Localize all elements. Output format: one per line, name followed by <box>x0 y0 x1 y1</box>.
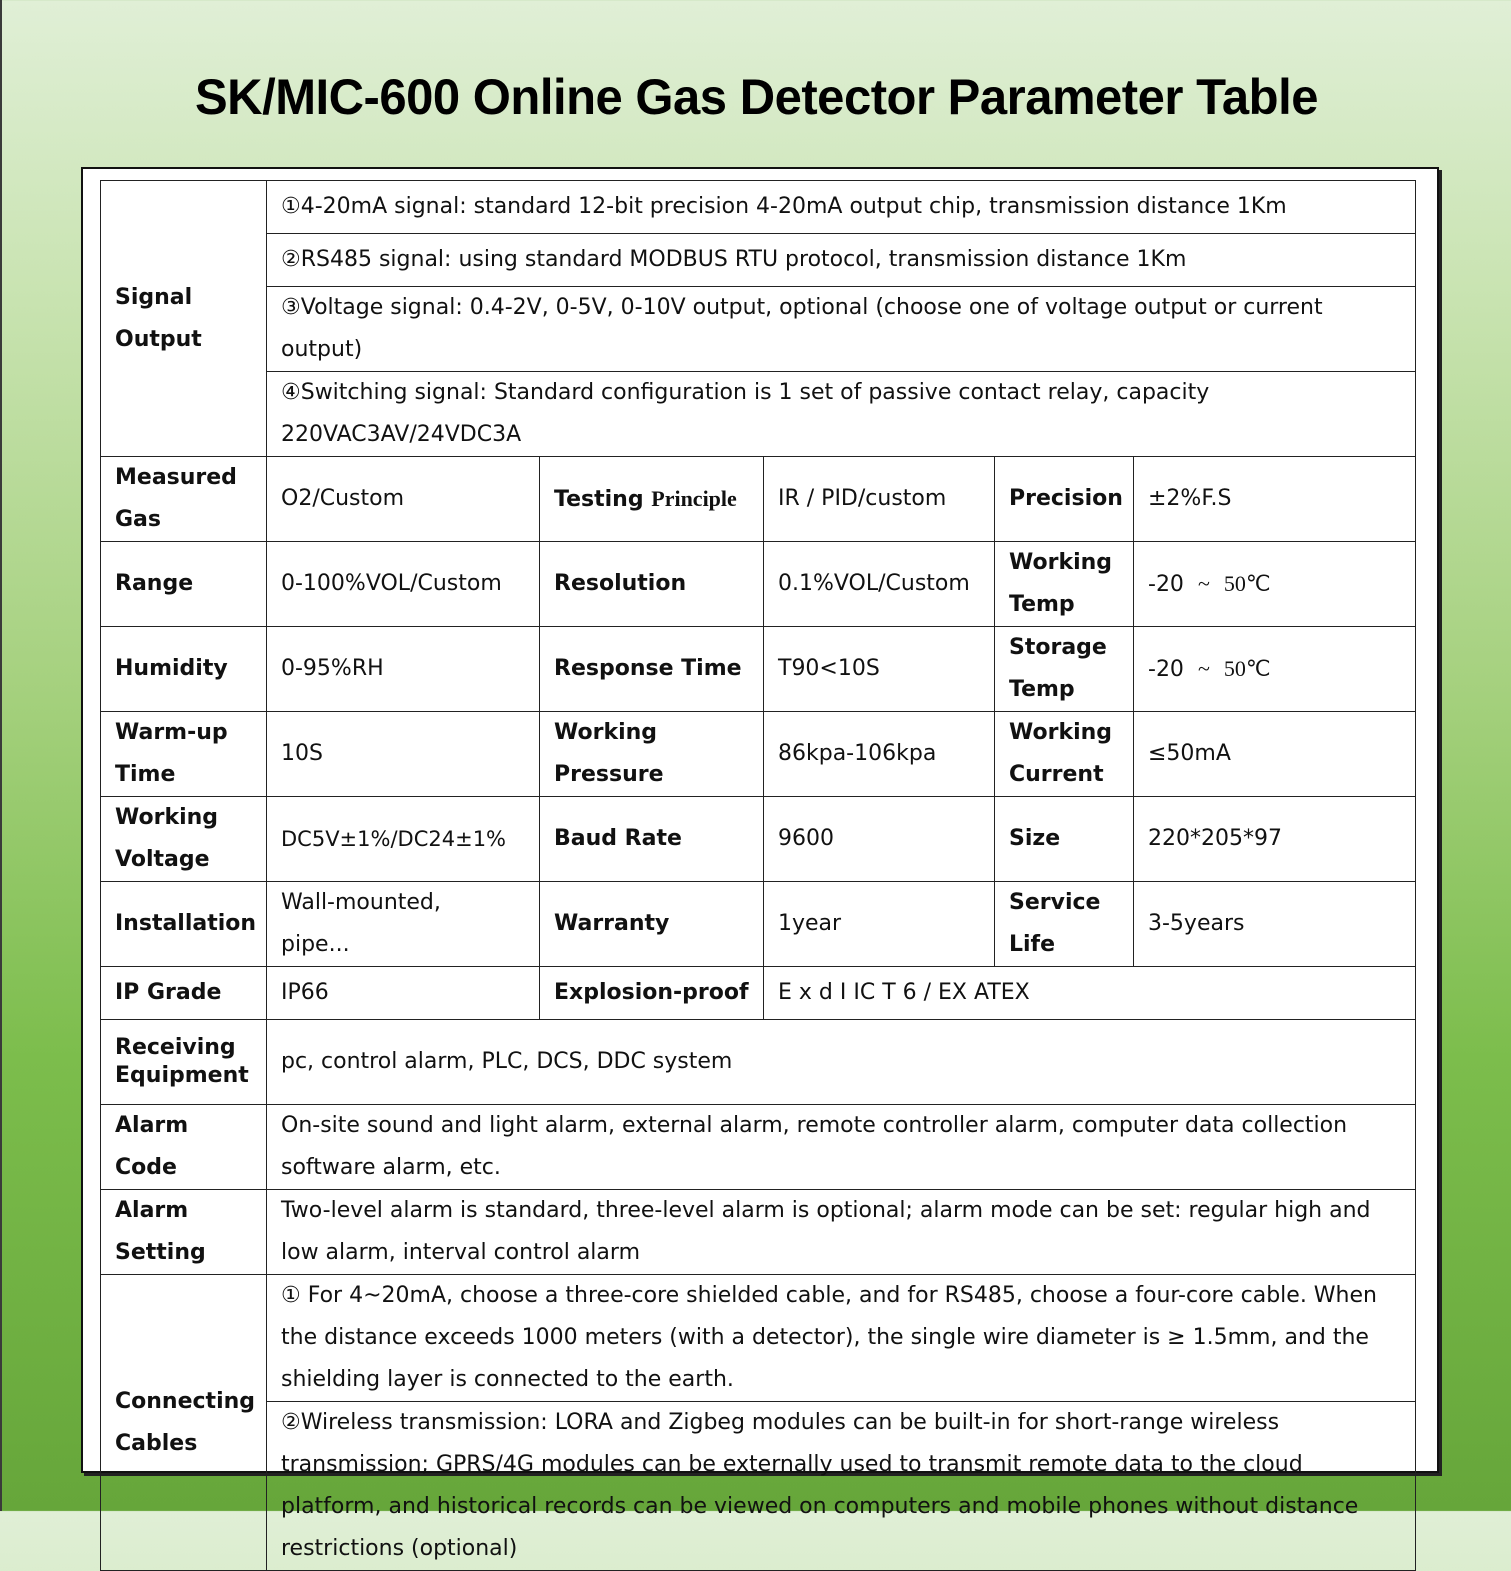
param-label-response-time: Response Time <box>540 627 764 712</box>
label-line: Time <box>115 762 176 787</box>
signal-output-label <box>101 181 267 457</box>
param-value-working-current: ≤50mA <box>1134 712 1416 797</box>
param-label-ip-grade: IP Grade <box>101 967 267 1020</box>
param-label-storage-temp <box>995 627 1134 712</box>
param-value-service-life: 3-5years <box>1134 882 1416 967</box>
param-value-alarm-setting: Two-level alarm is standard, three-level alarm is optional; alarm mode can be set: regular high and low alarm, interval control alarm <box>267 1190 1416 1275</box>
table-row <box>101 1020 1416 1105</box>
param-value-working-temp <box>1134 542 1416 627</box>
table-row <box>101 712 1416 797</box>
label-line: Signal <box>115 284 193 310</box>
label-line: Alarm <box>115 1113 189 1138</box>
table-row-connecting-cables <box>101 1275 1416 1402</box>
param-label-alarm-code <box>101 1105 267 1190</box>
param-value-humidity: 0-95%RH <box>267 627 540 712</box>
label-line: Measured <box>115 465 237 490</box>
cable-item: ① For 4~20mA, choose a three-core shielded cable, and for RS485, choose a four-core cable. When the distance exceeds 1000 meters (with a detector), the single wire diameter is ≥ 1.5mm, and the shielding layer is connected to the earth. <box>267 1275 1416 1402</box>
param-value-ip-grade: IP66 <box>267 967 540 1020</box>
page-title: SK/MIC-600 Online Gas Detector Parameter Table <box>194 69 1318 125</box>
table-row <box>101 372 1416 457</box>
label-line: Setting <box>115 1240 206 1265</box>
param-value-storage-temp <box>1134 627 1416 712</box>
value-part: -20 <box>1148 571 1184 597</box>
label-part: Principle <box>651 485 737 511</box>
signal-output-item: ④Switching signal: Standard configuration is 1 set of passive contact relay, capacity 220VAC3AV/24VDC3A <box>267 372 1416 457</box>
table-row <box>101 287 1416 372</box>
table-row <box>101 542 1416 627</box>
label-line: Receiving <box>115 1035 236 1060</box>
value-part: ~ <box>1197 655 1210 681</box>
table-row <box>101 457 1416 542</box>
table-row <box>101 1402 1416 1571</box>
param-label-connecting-cables <box>101 1275 267 1571</box>
label-line: Warm-up <box>115 720 228 745</box>
parameter-card <box>81 167 1439 1561</box>
label-line: Code <box>115 1155 177 1180</box>
param-label-precision: Precision <box>995 457 1134 542</box>
param-value-explosion-proof: E x d I IC T 6 / EX ATEX <box>764 967 1416 1020</box>
param-value-resolution: 0.1%VOL/Custom <box>764 542 995 627</box>
param-label-baud-rate: Baud Rate <box>540 797 764 882</box>
table-row <box>101 234 1416 287</box>
value-part: -20 <box>1148 656 1184 682</box>
param-value-testing-principle: IR / PID/custom <box>764 457 995 542</box>
table-row <box>101 882 1416 967</box>
param-label-testing-principle <box>540 457 764 542</box>
param-label-warranty: Warranty <box>540 882 764 967</box>
table-row-signal-output <box>101 181 1416 234</box>
table-row <box>101 797 1416 882</box>
label-line: Temp <box>1009 592 1075 617</box>
label-line: Connecting <box>115 1388 256 1414</box>
param-label-measured-gas <box>101 457 267 542</box>
param-label-resolution: Resolution <box>540 542 764 627</box>
param-value-warranty: 1year <box>764 882 995 967</box>
label-line: Alarm <box>115 1198 189 1223</box>
param-value-response-time: T90<10S <box>764 627 995 712</box>
param-label-warm-up-time <box>101 712 267 797</box>
value-part: 50℃ <box>1223 570 1271 596</box>
label-part: Testing <box>554 486 644 512</box>
param-label-working-pressure <box>540 712 764 797</box>
param-value-receiving-equipment: pc, control alarm, PLC, DCS, DDC system <box>267 1020 1416 1105</box>
label-line: Working <box>1009 720 1113 745</box>
param-label-alarm-setting <box>101 1190 267 1275</box>
label-line: Pressure <box>554 762 664 787</box>
label-line: Storage <box>1009 635 1107 660</box>
label-line: Working <box>554 720 658 745</box>
label-line: Temp <box>1009 677 1075 702</box>
value-part: 50℃ <box>1223 655 1271 681</box>
param-label-receiving-equipment <box>101 1020 267 1105</box>
param-value-working-voltage: DC5V±1%/DC24±1% <box>267 797 540 882</box>
param-value-warm-up-time: 10S <box>267 712 540 797</box>
value-line: pipe... <box>281 932 350 957</box>
label-line: Working <box>1009 550 1113 575</box>
label-line: Life <box>1009 932 1056 957</box>
signal-output-item: ①4-20mA signal: standard 12-bit precision 4-20mA output chip, transmission distance 1Km <box>267 181 1416 234</box>
table-row <box>101 1105 1416 1190</box>
param-value-size: 220*205*97 <box>1134 797 1416 882</box>
value-line: Wall-mounted, <box>281 890 441 915</box>
label-line: Voltage <box>115 847 210 872</box>
label-line: Current <box>1009 762 1104 787</box>
param-value-range: 0-100%VOL/Custom <box>267 542 540 627</box>
param-label-working-current <box>995 712 1134 797</box>
label-line: Working <box>115 805 219 830</box>
table-row <box>101 1190 1416 1275</box>
param-label-working-voltage <box>101 797 267 882</box>
param-value-baud-rate: 9600 <box>764 797 995 882</box>
label-line: Gas <box>115 507 161 532</box>
label-line: Cables <box>115 1430 198 1456</box>
param-value-precision: ±2%F.S <box>1134 457 1416 542</box>
param-label-range: Range <box>101 542 267 627</box>
param-label-installation: Installation <box>101 882 267 967</box>
label-line: Equipment <box>115 1063 249 1088</box>
label-line: Output <box>115 326 202 352</box>
signal-output-item: ③Voltage signal: 0.4-2V, 0-5V, 0-10V output, optional (choose one of voltage output or current output) <box>267 287 1416 372</box>
value-part: ~ <box>1197 570 1210 596</box>
param-value-alarm-code: On-site sound and light alarm, external alarm, remote controller alarm, computer data collection software alarm, etc. <box>267 1105 1416 1190</box>
parameter-table <box>100 180 1416 1571</box>
param-value-working-pressure: 86kpa-106kpa <box>764 712 995 797</box>
param-label-working-temp <box>995 542 1134 627</box>
table-row <box>101 967 1416 1020</box>
param-label-service-life <box>995 882 1134 967</box>
param-label-humidity: Humidity <box>101 627 267 712</box>
label-line: Service <box>1009 890 1101 915</box>
signal-output-item: ②RS485 signal: using standard MODBUS RTU protocol, transmission distance 1Km <box>267 234 1416 287</box>
param-value-measured-gas: O2/Custom <box>267 457 540 542</box>
param-value-installation <box>267 882 540 967</box>
table-row <box>101 627 1416 712</box>
param-label-size: Size <box>995 797 1134 882</box>
param-label-explosion-proof: Explosion-proof <box>540 967 764 1020</box>
cable-item: ②Wireless transmission: LORA and Zigbeg modules can be built-in for short-range wireless transmission; GPRS/4G modules can be externally used to transmit remote data to the cloud platform, and historical records can be viewed on computers and mobile phones without distance restrictions (optional) <box>267 1402 1416 1571</box>
